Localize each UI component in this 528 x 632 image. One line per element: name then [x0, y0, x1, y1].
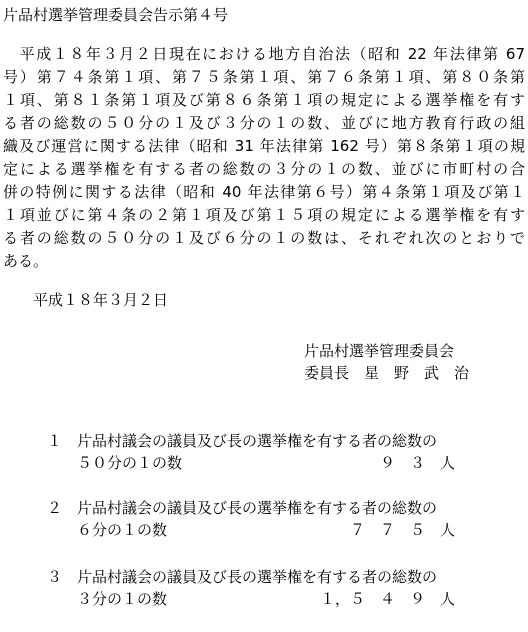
body-line: 併の特例に関する法律（昭和 40 年法律第６号）第４条第１項及び第１ [3, 183, 525, 201]
body-line: 定による選挙権を有する者の総数の３分の１の数、並びに市町村の合 [3, 160, 525, 178]
issuer-chairperson: 委員長 星 野 武 治 [304, 364, 470, 382]
item-count: １，５ ４ ９ 人 [319, 590, 455, 608]
item-description: 片品村議会の議員及び長の選挙権を有する者の総数の [77, 432, 438, 450]
item-description: 片品村議会の議員及び長の選挙権を有する者の総数の [77, 568, 438, 586]
item-fraction: ６分の１の数 [77, 521, 168, 539]
list-item [0, 566, 528, 612]
issuer-organization: 片品村選挙管理委員会 [304, 342, 455, 360]
body-line: １項、第８１条第１項及び第８６条第１項の規定による選挙権を有す [3, 91, 525, 109]
item-fraction: ３分の１の数 [77, 590, 168, 608]
notice-body [3, 43, 525, 273]
item-number: ３ [47, 568, 63, 586]
item-count: ７ ７ ５ 人 [349, 521, 455, 539]
body-line: 平成１８年３月２日現在における地方自治法（昭和 22 年法律第 67 [3, 45, 525, 63]
item-number: １ [47, 432, 63, 450]
item-number: ２ [47, 499, 63, 517]
list-item [0, 430, 528, 476]
item-fraction: ５０分の１の数 [77, 454, 183, 472]
body-line: １項並びに第４条の２第１項及び第１５項の規定による選挙権を有す [3, 206, 525, 224]
notice-title: 片品村選挙管理委員会告示第４号 [3, 6, 229, 24]
body-line: る者の総数の５０分の１及び３分の１の数、並びに地方教育行政の組 [3, 114, 525, 132]
body-line: ある。 [3, 252, 49, 270]
body-line: 号）第７４条第１項、第７５条第１項、第７６条第１項、第８０条第 [3, 68, 525, 86]
notice-date: 平成１８年３月２日 [33, 291, 169, 309]
item-count: ９ ３ 人 [379, 454, 455, 472]
body-line: 織及び運営に関する法律（昭和 31 年法律第 162 号）第８条第１項の規 [3, 137, 525, 155]
item-description: 片品村議会の議員及び長の選挙権を有する者の総数の [77, 499, 438, 517]
issuer-block [304, 340, 469, 384]
list-item [0, 497, 528, 543]
body-line: る者の総数の５０分の１及び６分の１の数は、それぞれ次のとおりで [3, 229, 525, 247]
